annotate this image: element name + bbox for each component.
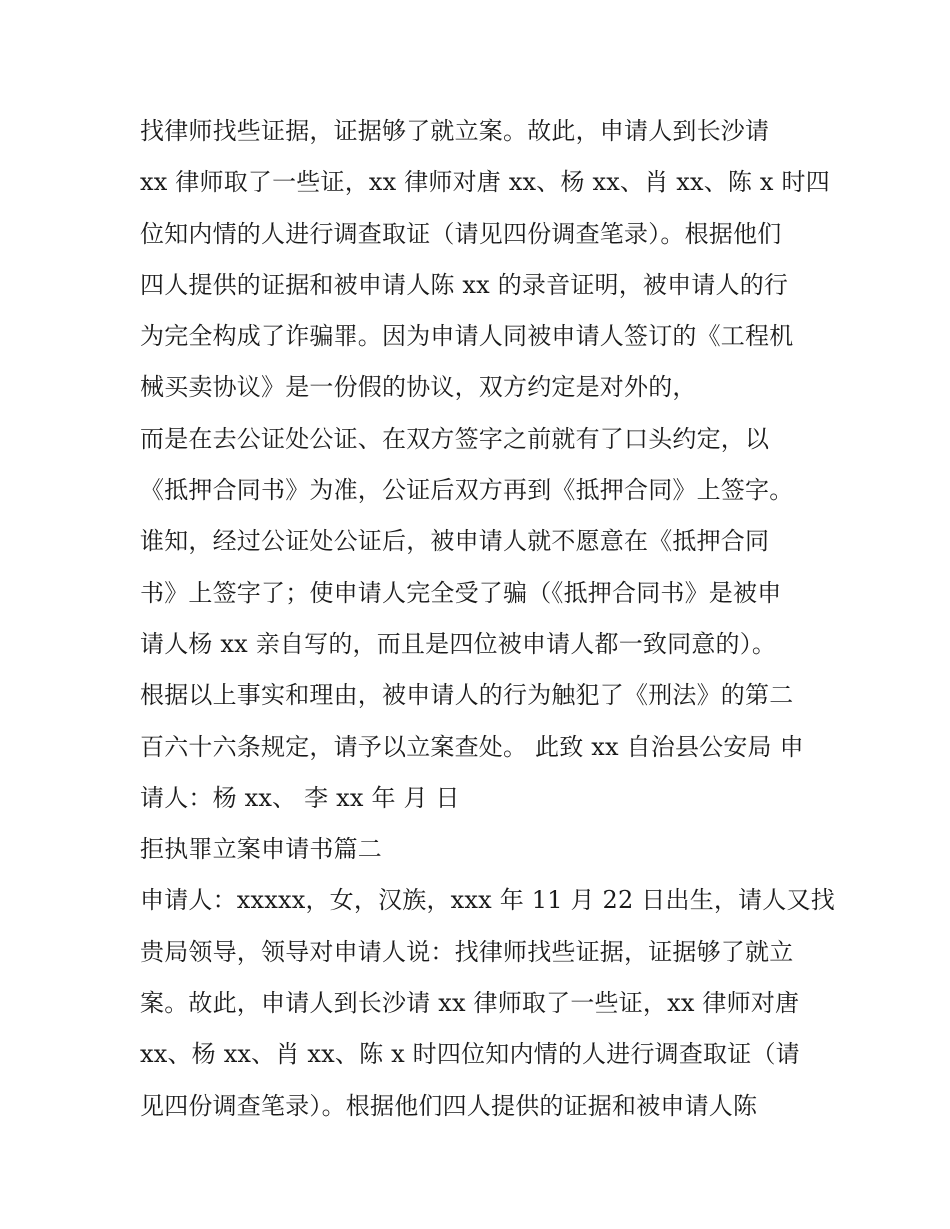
text-line: 案。故此，申请人到长沙请 xx 律师取了一些证，xx 律师对唐	[140, 989, 800, 1018]
text-line: 谁知，经过公证处公证后，被申请人就不愿意在《抵押合同	[140, 527, 770, 556]
text-line: 四人提供的证据和被申请人陈 xx 的录音证明，被申请人的行	[140, 270, 789, 299]
text-line: 《抵押合同书》为准，公证后双方再到《抵押合同》上签字。	[140, 476, 794, 505]
section-heading: 拒执罪立案申请书篇二	[140, 835, 382, 864]
text-line: 申请人：xxxxx，女，汉族，xxx 年 11 月 22 日出生，请人又找	[140, 886, 835, 915]
text-line: 书》上签字了；使申请人完全受了骗（《抵押合同书》是被申	[140, 578, 782, 607]
text-line: 根据以上事实和理由，被申请人的行为触犯了《刑法》的第二	[140, 681, 794, 710]
text-line: 见四份调查笔录）。根据他们四人提供的证据和被申请人陈	[140, 1091, 758, 1120]
text-line: 请人：杨 xx、 李 xx 年 月 日	[140, 783, 460, 812]
document-body	[140, 106, 835, 1132]
text-line: xx 律师取了一些证，xx 律师对唐 xx、杨 xx、肖 xx、陈 x 时四	[140, 168, 830, 197]
text-line: 位知内情的人进行调查取证（请见四份调查笔录）。根据他们	[140, 219, 782, 248]
text-line: 械买卖协议》是一份假的协议，双方约定是对外的，	[140, 373, 697, 402]
text-line: 找律师找些证据，证据够了就立案。故此，申请人到长沙请	[140, 117, 770, 145]
text-line: xx、杨 xx、肖 xx、陈 x 时四位知内情的人进行调查取证（请	[140, 1040, 800, 1069]
text-line: 为完全构成了诈骗罪。因为申请人同被申请人签订的《工程机	[140, 322, 794, 351]
text-line: 百六十六条规定，请予以立案查处。 此致 xx 自治县公安局 申	[140, 732, 804, 761]
text-line: 而是在去公证处公证、在双方签字之前就有了口头约定，以	[140, 424, 770, 453]
text-line: 贵局领导，领导对申请人说：找律师找些证据，证据够了就立	[140, 937, 794, 966]
text-line: 请人杨 xx 亲自写的，而且是四位被申请人都一致同意的）。	[140, 629, 777, 658]
